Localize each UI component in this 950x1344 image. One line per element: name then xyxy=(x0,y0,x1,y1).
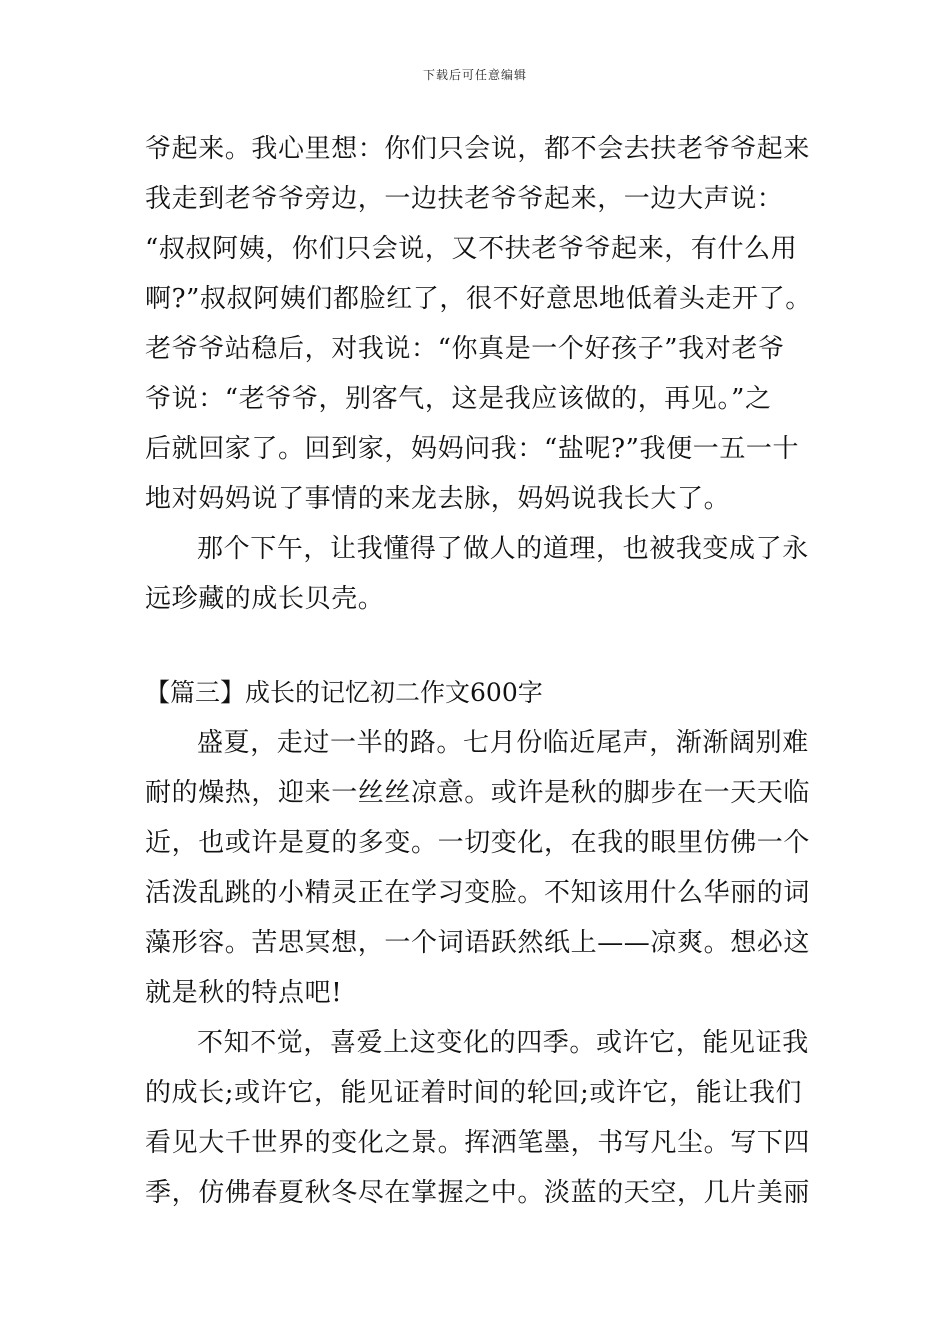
text-line: 就是秋的特点吧! xyxy=(145,978,343,1008)
text-line: “叔叔阿姨，你们只会说，又不扶老爷爷起来，有什么用 xyxy=(145,234,798,264)
paragraph xyxy=(145,524,815,624)
text-line: 看见大千世界的变化之景。挥洒笔墨，书写凡尘。写下四 xyxy=(145,1128,811,1158)
text-line: 远珍藏的成长贝壳。 xyxy=(145,584,385,614)
text-line: 的成长;或许它，能见证着时间的轮回;或许它，能让我们 xyxy=(145,1078,803,1108)
text-line: 季，仿佛春夏秋冬尽在掌握之中。淡蓝的天空，几片美丽 xyxy=(145,1178,811,1208)
text-line: 老爷爷站稳后，对我说：“你真是一个好孩子”我对老爷 xyxy=(145,334,785,364)
text-line: 活泼乱跳的小精灵正在学习变脸。不知该用什么华丽的词 xyxy=(145,878,811,908)
text-line: 不知不觉，喜爱上这变化的四季。或许它，能见证我 xyxy=(197,1028,809,1058)
text-line: 藻形容。苦思冥想，一个词语跃然纸上——凉爽。想必这 xyxy=(145,928,811,958)
paragraph xyxy=(145,1018,815,1218)
section-spacer xyxy=(145,624,815,668)
text-line: 盛夏，走过一半的路。七月份临近尾声，渐渐阔别难 xyxy=(197,728,809,758)
text-line: 爷起来。我心里想：你们只会说，都不会去扶老爷爷起来 xyxy=(145,134,811,164)
text-line: 爷说：“老爷爷，别客气，这是我应该做的，再见。”之 xyxy=(145,384,772,414)
text-line: 地对妈妈说了事情的来龙去脉，妈妈说我长大了。 xyxy=(145,484,731,514)
text-line: 耐的燥热，迎来一丝丝凉意。或许是秋的脚步在一天天临 xyxy=(145,778,811,808)
paragraph xyxy=(145,124,815,524)
paragraph xyxy=(145,718,815,1018)
text-line: 啊?”叔叔阿姨们都脸红了，很不好意思地低着头走开了。 xyxy=(145,284,812,314)
section-heading: 【篇三】成长的记忆初二作文600字 xyxy=(145,678,543,707)
text-line: 近，也或许是夏的多变。一切变化，在我的眼里仿佛一个 xyxy=(145,828,811,858)
text-line: 我走到老爷爷旁边，一边扶老爷爷起来，一边大声说： xyxy=(145,184,784,214)
text-line: 后就回家了。回到家，妈妈问我：“盐呢?”我便一五一十 xyxy=(145,434,800,464)
page-header: 下载后可任意编辑 xyxy=(422,68,527,82)
document-body xyxy=(145,124,815,1218)
text-line: 那个下午，让我懂得了做人的道理，也被我变成了永 xyxy=(197,534,809,564)
